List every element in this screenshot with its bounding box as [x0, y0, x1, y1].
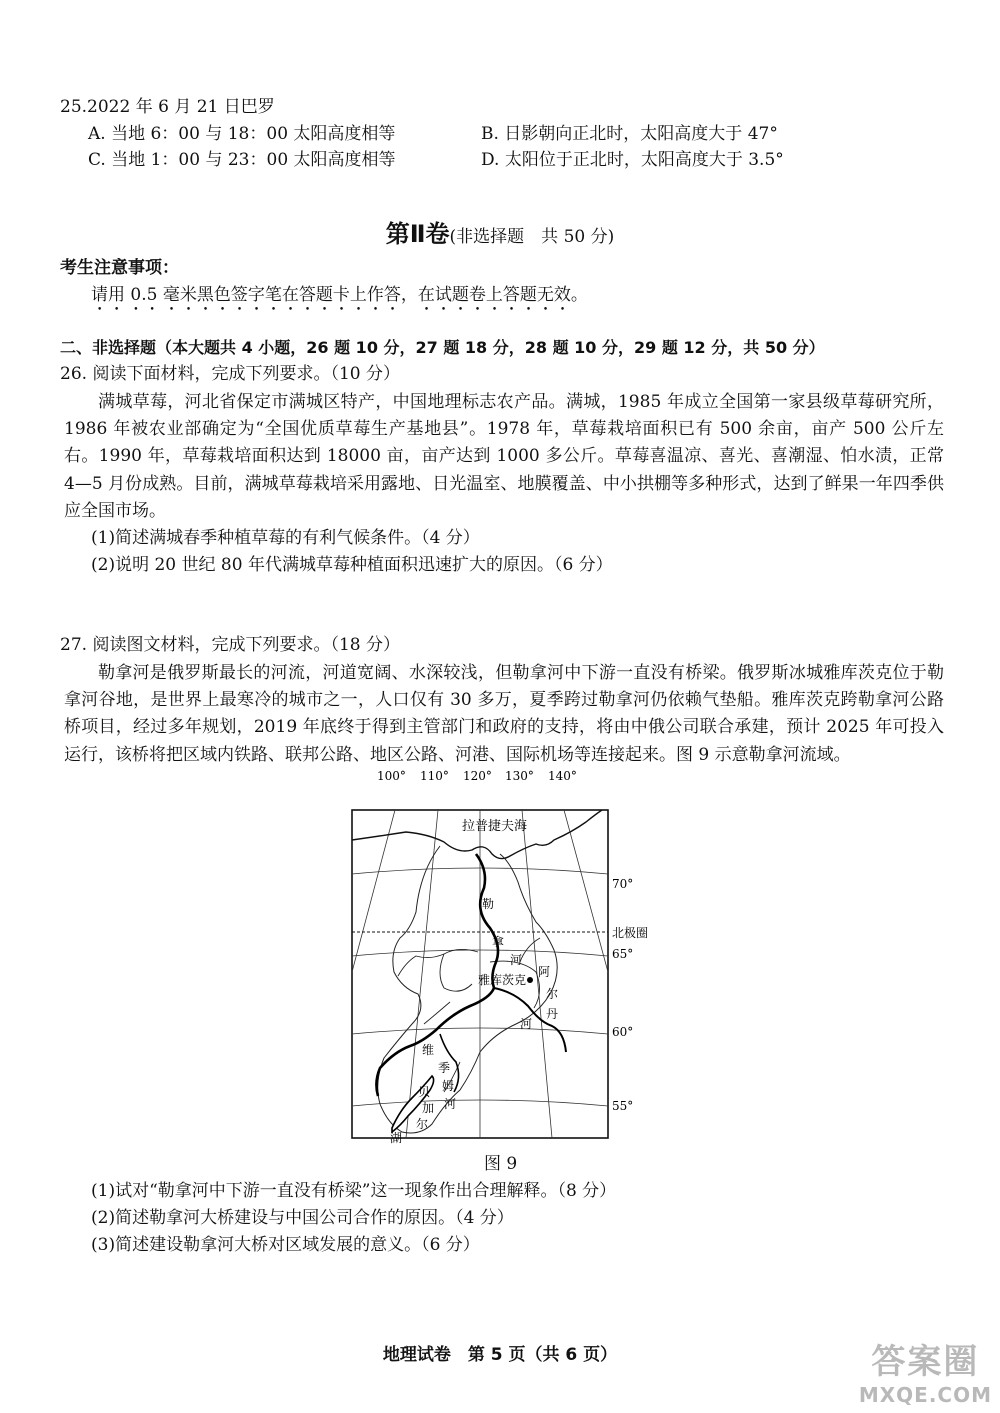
lon-label-130: 130°: [505, 769, 534, 783]
vitim-label-2: 季: [438, 1061, 451, 1075]
notice-heading: 考生注意事项：: [60, 258, 179, 278]
q27-material: 勒拿河是俄罗斯最长的河流，河道宽阔、水深较浅，但勒拿河中下游一直没有桥梁。俄罗斯冰城雅库茨克位于勒拿河谷地，是世界上最寒冷的城市之一，人口仅有 30 多万，夏季跨过勒拿河仍依赖气垫船。雅库茨克跨勒拿河公路桥项目，经过多年规划，2019 年底终于得到主管部门和政府的支持，将由中俄公司联合承建，预计 2025 年可投入运行，该桥将把区域内铁路、联邦公路、地区公路、河港、国际机场等连接起来。图 9 示意勒拿河流域。: [64, 663, 944, 765]
section-title-sub: (非选择题 共 50 分): [449, 227, 615, 247]
lat-label-70: 70°: [612, 877, 634, 891]
sea-label: 拉普捷夫海: [462, 819, 528, 834]
section-title-main: 第Ⅱ卷: [385, 220, 450, 248]
notice-text: [91, 283, 588, 315]
q27-sub1: (1)试对“勒拿河中下游一直没有桥梁”这一现象作出合理解释。（8 分）: [91, 1181, 617, 1201]
aldan-label-1: 阿: [538, 965, 551, 979]
baikal-label-2: 加: [422, 1101, 435, 1115]
q25-option-b: B. 日影朝向正北时，太阳高度大于 47°: [481, 124, 778, 144]
watermark-url: MXQE.COM: [858, 1383, 992, 1407]
q26-stem: 26. 阅读下面材料，完成下列要求。（10 分）: [60, 364, 400, 384]
baikal-label-1: 贝: [418, 1085, 431, 1099]
q26-sub1: (1)简述满城春季种植草莓的有利气候条件。（4 分）: [91, 528, 480, 548]
yakutsk-label: 雅库茨克: [478, 973, 527, 987]
vitim-label-3: 姆: [442, 1079, 455, 1093]
watermark-logo: 答案圈: [871, 1342, 980, 1382]
lena-label-2: 拿: [492, 935, 505, 949]
watermark: [859, 1334, 992, 1407]
q25-option-c: C. 当地 1：00 与 23：00 太阳高度相等: [88, 150, 396, 170]
q26-sub2: (2)说明 20 世纪 80 年代满城草莓种植面积迅速扩大的原因。（6 分）: [91, 555, 613, 575]
lon-label-100: 100°: [377, 769, 406, 783]
lat-label-65: 65°: [612, 947, 634, 961]
q27-sub2: (2)简述勒拿河大桥建设与中国公司合作的原因。（4 分）: [91, 1208, 514, 1228]
lat-label-55: 55°: [612, 1099, 634, 1113]
aldan-label-2: 尔: [546, 987, 559, 1001]
aldan-label-3: 丹: [546, 1007, 559, 1021]
notice-body: 请用 0.5 毫米黑色签字笔在答题卡上作答，在试题卷上答题无效。: [91, 285, 588, 305]
lena-label-3: 河: [510, 953, 523, 967]
baikal-label-3: 尔: [416, 1117, 429, 1131]
lon-label-140: 140°: [548, 769, 577, 783]
part2-heading: 二、非选择题（本大题共 4 小题，26 题 10 分，27 题 18 分，28 题 10 分，29 题 12 分，共 50 分）: [60, 338, 825, 357]
lon-label-120: 120°: [463, 769, 492, 783]
vitim-label-4: 河: [444, 1097, 457, 1111]
q27-sub3: (3)简述建设勒拿河大桥对区域发展的意义。（6 分）: [91, 1235, 480, 1255]
q25-option-a: A. 当地 6：00 与 18：00 太阳高度相等: [88, 124, 396, 144]
figure-caption: 图 9: [484, 1154, 518, 1174]
vitim-label-1: 维: [422, 1043, 435, 1057]
arctic-circle-label: 北极圈: [612, 926, 649, 940]
lena-basin-map: [340, 762, 670, 1148]
q25-stem: 25.2022 年 6 月 21 日巴罗: [60, 97, 275, 117]
q25-option-d: D. 太阳位于正北时，太阳高度大于 3.5°: [481, 150, 784, 170]
baikal-label-4: 湖: [390, 1131, 403, 1145]
aldan-label-4: 河: [520, 1017, 533, 1031]
page-footer: 地理试卷 第 5 页（共 6 页）: [382, 1345, 618, 1365]
yakutsk-dot: [527, 977, 533, 983]
lon-label-110: 110°: [420, 769, 449, 783]
lat-label-60: 60°: [612, 1025, 634, 1039]
lena-label-1: 勒: [482, 897, 495, 911]
q27-stem: 27. 阅读图文材料，完成下列要求。（18 分）: [60, 635, 400, 655]
section-title: [0, 214, 1000, 249]
q26-material: 满城草莓，河北省保定市满城区特产，中国地理标志农产品。满城，1985 年成立全国第一家县级草莓研究所，1986 年被农业部确定为“全国优质草莓生产基地县”。1978 年，草莓栽培面积已有 500 余亩，亩产 500 公斤左右。1990 年，草莓栽培面积达到 18000 亩，亩产达到 1000 多公斤。草莓喜温凉、喜光、喜潮湿、怕水渍，正常 4—5 月份成熟。目前，满城草莓栽培采用露地、日光温室、地膜覆盖、中小拱棚等多种形式，达到了鲜果一年四季供应全国市场。: [64, 392, 944, 521]
